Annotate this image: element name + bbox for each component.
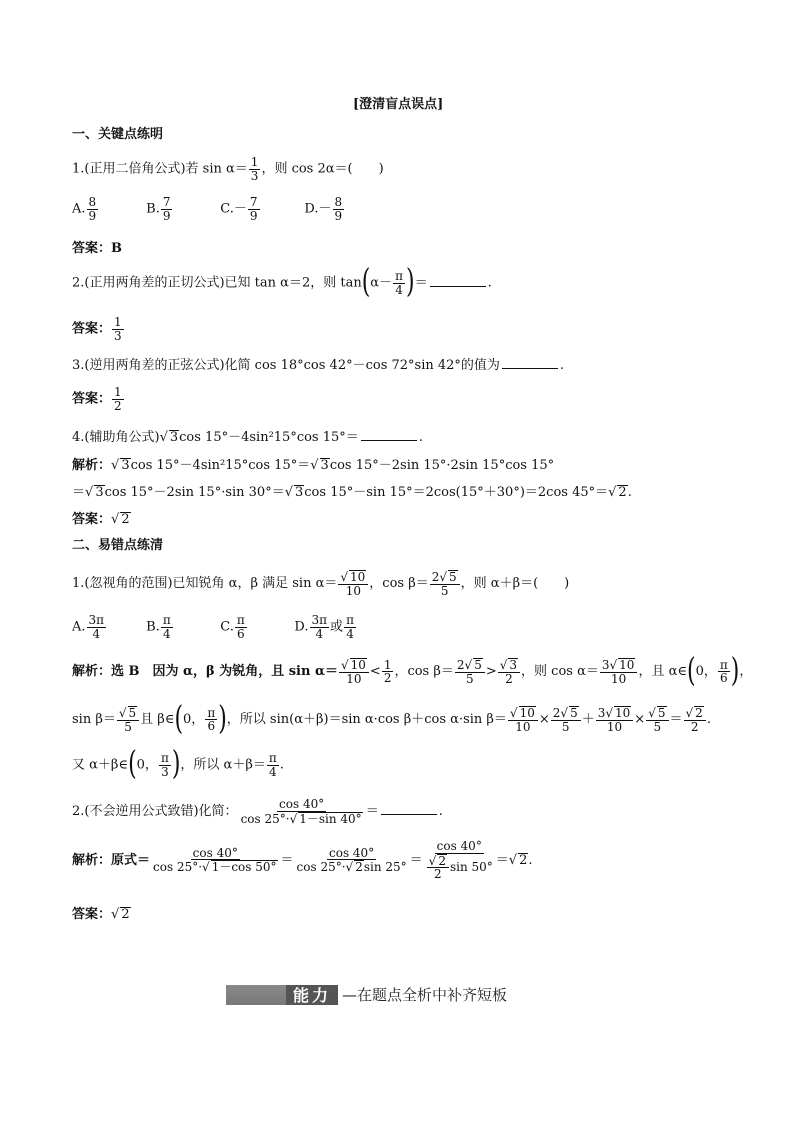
error-question-1-options — [72, 614, 364, 640]
option-b: B. $\frac{\pi}{4}$ — [146, 613, 171, 641]
solution-e1-line-2: sin β＝ √ $\frac{5}{5}$ 且 β∈(0， $\frac{\pi}{6}$ )，所以 sin(α＋β)＝sin α·cos β＋cos α·sin β＝ √ $\frac{10}{10}$ × $\frac{2√ 5}{5}$ ＋ $\frac{3√ 10}{10}$ × √ $\frac{5}{5}$ ＝ √ $\frac{2}{2}$ . — [72, 706, 711, 733]
option-a: A. $\frac{8}{9}$ — [72, 195, 97, 223]
question-2: 2.(正用两角差的正切公式)已知 tan α＝2，则 tan(α－ $\frac{\pi}{4}$ )＝ . — [72, 263, 492, 302]
section-title: 一、关键点练明 — [72, 127, 164, 142]
solution-4-line-1: 解析：√ 3cos 15°－4sin²15°cos 15°＝√ 3cos 15°－2sin 15°·2sin 15°cos 15° — [72, 458, 554, 472]
banner-bar — [226, 985, 286, 1005]
question-3: 3.(逆用两角差的正弦公式)化简 cos 18°cos 42°－cos 72°sin 42°的值为 . — [72, 358, 565, 373]
option-b: B. $\frac{7}{9}$ — [146, 195, 171, 223]
solution-e1-line-1: 解析：选 B 因为 α，β 为锐角，且 sin α＝ √ $\frac{10}{10}$ < $\frac{1}{2}$ ，cos β＝ $\frac{2√ 5}{5}$ > √ $\frac{3}{2}$ ，则 cos α＝ $\frac{3√ 10}{10}$ ，且 α∈(0， $\frac{\pi}{6}$ )， — [72, 658, 752, 685]
error-question-2: 2.(不会逆用公式致错)化简： $\frac{\cos 40^\circ}{\cos 25^\circ\cdot√ 1-\sin 40^\circ}$ ＝ . — [72, 798, 443, 825]
option-c: C. $\frac{\pi}{6}$ — [220, 613, 245, 641]
solution-e2: 解析：原式＝ $\frac{\cos 40^\circ}{\cos 25^\circ\cdot√ 1-\cos 50^\circ}$ ＝ $\frac{\cos 40^\circ}{\cos 25^\circ\cdot√ 2\sin 25^\circ}$ ＝ cos 40° √ $\frac{2}{2}$ sin 50° ＝√ 2. — [72, 840, 533, 881]
section-title-2: 二、易错点练清 — [72, 538, 164, 553]
section-header: [澄清盲点误点] — [353, 97, 444, 112]
banner-label: 能力 — [286, 985, 338, 1005]
answer-1: 答案：B — [72, 241, 122, 256]
solution-4-line-2: ＝√ 3cos 15°－2sin 15°·sin 30°＝√ 3cos 15°－sin 15°＝2cos(15°＋30°)＝2cos 45°＝√ 2. — [72, 485, 632, 499]
error-question-1: 1.(忽视角的范围)已知锐角 α，β 满足 sin α＝ √ $\frac{10}{10}$ ，cos β＝ $\frac{2√ 5}{5}$ ，则 α＋β＝( ) — [72, 570, 569, 597]
question-1-options — [72, 196, 374, 222]
banner-tagline: —在题点全析中补齐短板 — [342, 986, 508, 1004]
solution-e1-line-3: 又 α＋β∈(0， $\frac{\pi}{3}$ )，所以 α＋β＝ $\frac{\pi}{4}$ . — [72, 745, 284, 784]
answer-2: 答案： $\frac{1}{3}$ — [72, 315, 122, 343]
section-banner — [226, 984, 507, 1005]
answer-4: 答案：√ 2 — [72, 512, 131, 526]
option-c: C.－ $\frac{7}{9}$ — [220, 195, 258, 223]
answer-3: 答案： $\frac{1}{2}$ — [72, 385, 122, 413]
question-4: 4.(辅助角公式)√ 3cos 15°－4sin²15°cos 15°＝ . — [72, 430, 423, 444]
answer-e2: 答案：√ 2 — [72, 907, 131, 921]
question-1: 1.(正用二倍角公式)若 sin α＝ $\frac{1}{3}$ ，则 cos 2α＝( ) — [72, 155, 384, 183]
option-d: D.－ $\frac{8}{9}$ — [304, 195, 343, 223]
option-a: A. $\frac{3\pi}{4}$ — [72, 613, 105, 641]
option-d: D. $\frac{3\pi}{4}$ 或 $\frac{\pi}{4}$ — [294, 613, 354, 641]
